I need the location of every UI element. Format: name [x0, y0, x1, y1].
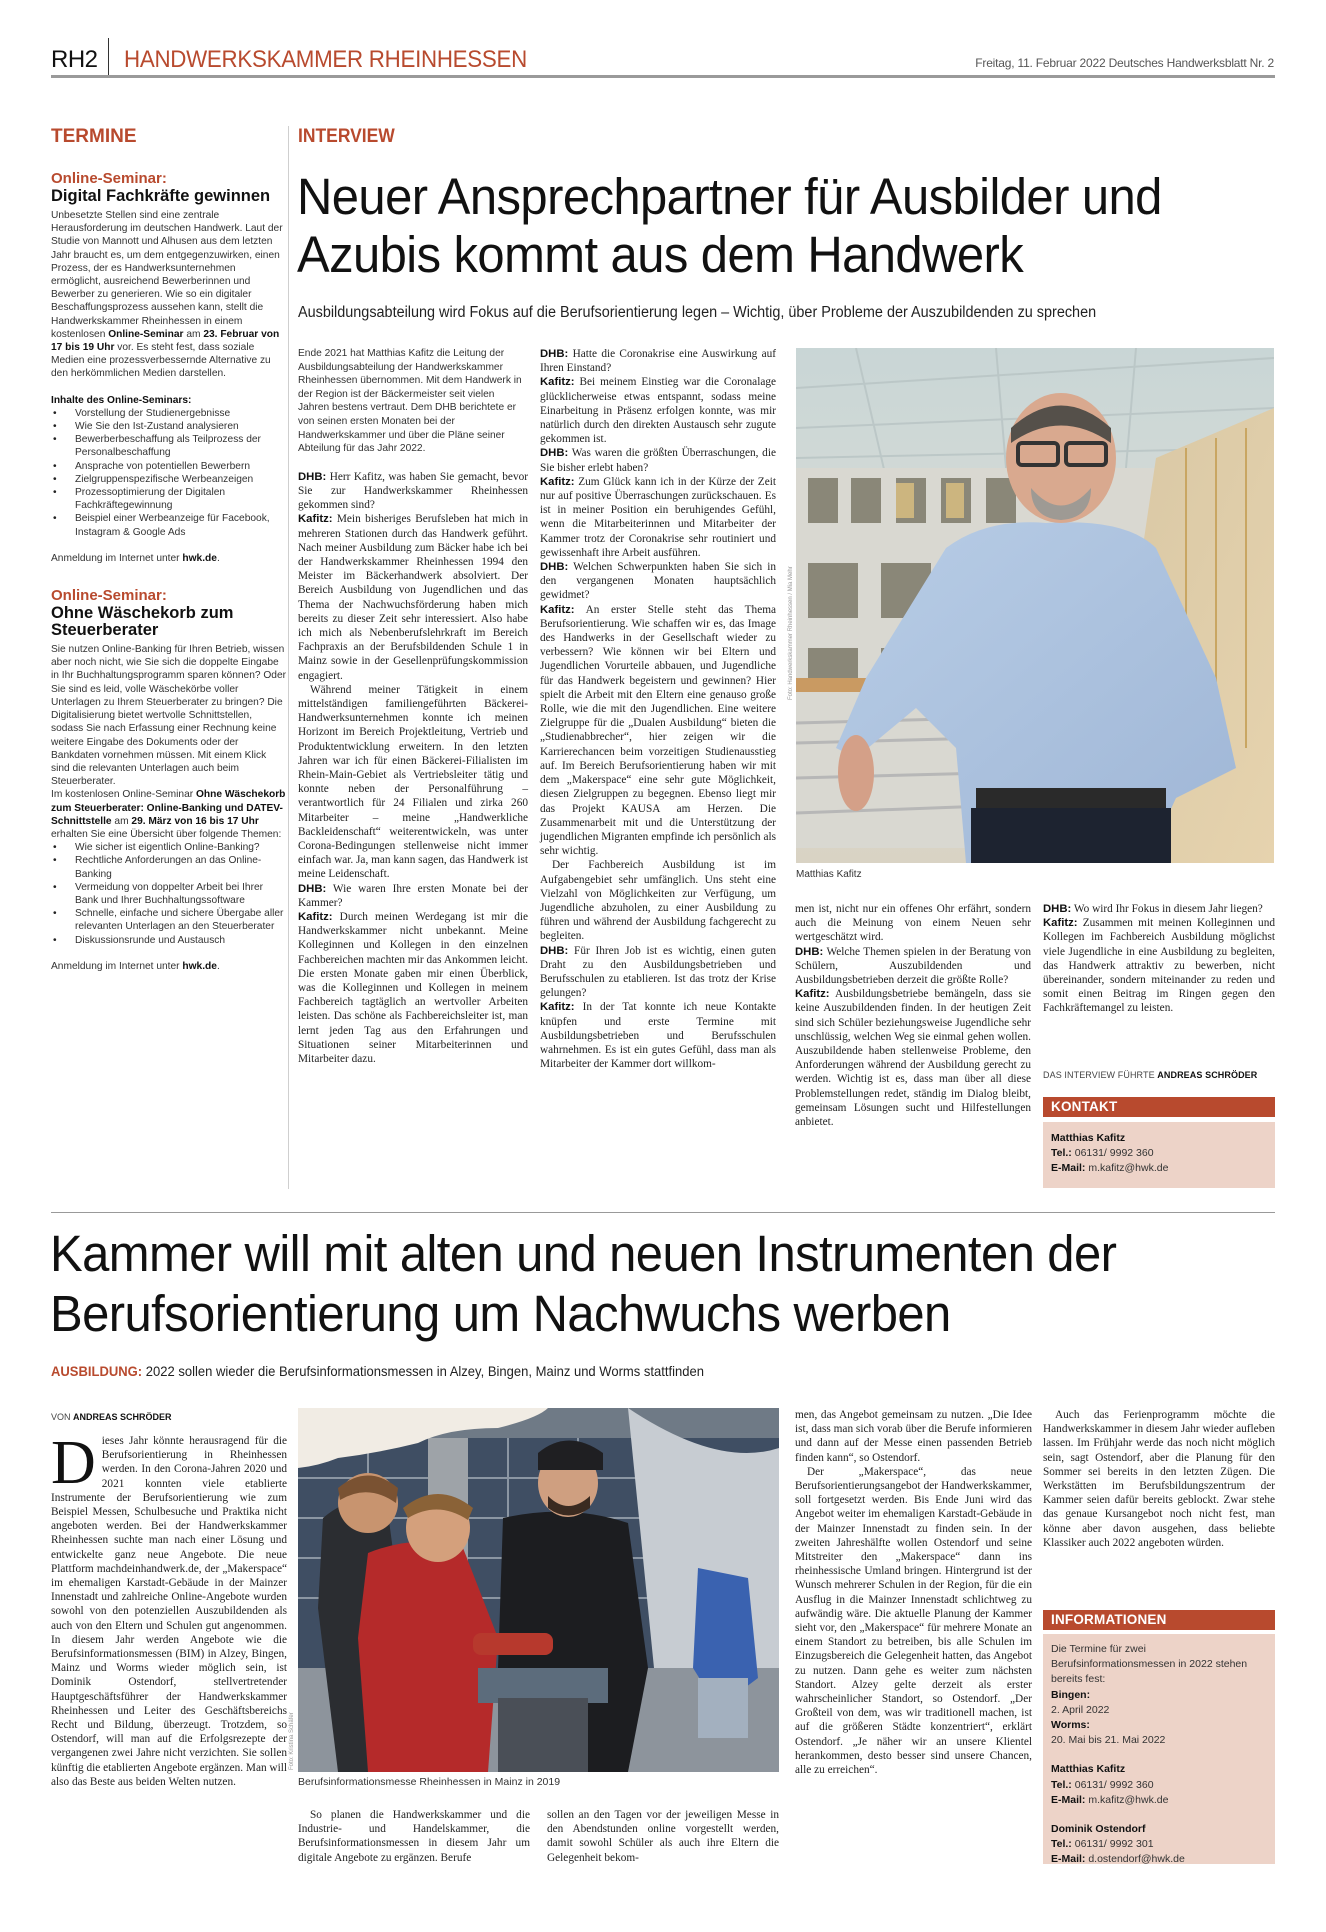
list-item: • Zielgruppenspezifische Werbeanzeigen	[51, 473, 287, 486]
answer	[795, 987, 1031, 1129]
article-paragraph: ieses Jahr könnte herausragend für die Berufsorientierung in Rheinhessen werden. In den Corona-Jahren 2020 und 2021 konnten viele etablierte Instrumente der Berufsorientierung wie zum Beispiel Messen, Schulbesuche und Praktika nicht angeboten werden. Bei der Handwerkskammer Rheinhessen suchte man nach einer Lösung und entwickelte ganz neue Angebote. Die neue Plattform machdeinhandwerk.de, der „Makerspace“ im ehemaligen Karstadt-Gebäude in der Mainzer Innenstadt und zahlreiche Online-Angebote wurden sowohl von den potenziellen Auszubildenden als auch von den Eltern und Schulen gut angenommen. In diesem Jahr werden Angebote wie die Berufsinformationsmessen (BIM) in Alzey, Bingen, Mainz und Worms wieder möglich sein, ist Dominik Ostendorf, stellvertretender Hauptgeschäftsführer der Handwerkskammer Rheinhessen und Leiter des Geschäftsbereichs Recht und Bildung, überzeugt. Trotzdem, so Ostendorf, will man auf die Erfolgsrezepte der vergangenen zwei Jahre nicht verzichten. Sie sollen künftig die etablierten Angebote ergänzen. Man will also das Beste aus beiden Welten nutzen.	[51, 1435, 288, 1788]
phone-number[interactable]: 06131/ 9992 360	[1071, 1147, 1154, 1159]
header-divider	[108, 38, 109, 76]
event-date: 23. Februar von 17 bis 19 Uhr	[51, 328, 280, 354]
event-text: vor. Es steht fest, dass soziale Medien eine prozessverbessernde Alternative zu den herkömmlichen Medien darstellen.	[51, 342, 271, 380]
dhb-label: DHB:	[540, 348, 569, 360]
question	[540, 560, 776, 603]
punct: .	[216, 552, 220, 564]
signup-line	[51, 960, 287, 973]
informationen-box	[1043, 1634, 1275, 1864]
event-text-bold: Ohne Wäschekorb zum Steuerberater: Online-Banking und DATEV-Schnittstelle	[51, 789, 286, 827]
question	[298, 470, 528, 513]
phone-label: Tel.:	[1051, 1778, 1072, 1791]
page-code: RH2	[51, 46, 98, 73]
answer: Der Fachbereich Ausbildung ist im Aufgabengebiet sehr umfänglich. Uns steht eine Vielzahl von Möglichkeiten zur Verfügung, um Jugendliche abzuholen, zu einer Ausbildung zu führen und während der Ausbildung fachgerecht zu begleiten.	[540, 859, 776, 943]
photo-caption: Berufsinformationsmesse Rheinhessen in Mainz in 2019	[298, 1776, 561, 1788]
answer	[298, 512, 528, 682]
byline	[51, 1412, 172, 1422]
signup-text: Anmeldung im Internet unter	[51, 960, 183, 972]
event-city: Worms:	[1051, 1719, 1090, 1732]
interview-kicker: INTERVIEW	[298, 126, 395, 147]
article-subheadline	[51, 1363, 704, 1379]
kafitz-label: Kafitz:	[540, 603, 575, 616]
event-text: erhalten Sie eine Übersicht über folgende Themen:	[51, 828, 282, 840]
email-link[interactable]: d.ostendorf@hwk.de	[1085, 1853, 1185, 1866]
answer: Während meiner Tätigkeit in einem mittelständigen familiengeführten Bäckerei-Handwerksunternehmen konnte ich meinen Horizont im Bereich Projektleitung, Vertrieb und Produktentwicklung erweitern. In den letzten Jahren war ich für einen Bäckerei-Filialisten im Rhein-Main-Gebiet als Vertriebsleiter tätig und konnte neben der Personalführung – verantwortlich für 24 Filialen und zirka 260 Mitarbeiter – meine „Handwerkliche Backleidenschaft“ weiterentwickeln, was unter Corona-Bedingungen stellenweise nicht immer einfach war. Ja, man kann sagen, das Handwerk ist meine Leidenschaft.	[298, 683, 528, 881]
portrait-image	[796, 348, 1274, 863]
question	[540, 446, 776, 474]
answer-text: An erster Stelle steht das Thema Berufsorientierung. Wie schaffen wir es, das Image des Handwerks in der Gesellschaft wieder zu verbessern? Wie können wir bei Eltern und Jugendlichen Vorurteile abbauen, und Jugendliche für das Handwerk begeistern und gewinnen? Hier spielt die Arbeit mit den Eltern eine genauso große Rolle, wie die mit den Jugendlichen. Eine weitere Zielgruppe für die „Dualen Ausbildung“ bieten die „Studienabbrecher“, hier zeigen wir die Karrierechancen beim vorzeitigen Studienausstieg auf. Im Bereich Berufsorientierung haben wir mit dem „Makerspace“ eine sehr gute Möglichkeit, diesen Zielgruppen zu begegnen. Ebenso liegt mir das Projekt KAUSA am Herzen. Die Zusammenarbeit mit und die Unterstützung der jugendlichen Migranten empfinde ich persönlich als sehr wichtig.	[540, 603, 777, 858]
email-label: E-Mail:	[1051, 1853, 1086, 1866]
kafitz-label: Kafitz:	[1043, 917, 1078, 930]
question-text: Welche Themen spielen in der Beratung von Schülern, Auszubildenden und Ausbildungsbetrieben derzeit die größte Rolle?	[795, 945, 1032, 987]
answer-text: Ausbildungsbetriebe bemängeln, dass sie keine Auszubildenden finden. In der heutigen Zeit sind sich Schüler beziehungsweise Jugendliche sehr unschlüssig, welchen Weg sie einmal gehen wollen. Auszubildende haben stellenweise Probleme, den Anforderungen während der Ausbildung gerecht zu werden. Wichtig ist es, dass man über all diese Problemstellungen redet, ständig im Dialog bleibt, gemeinsam Lösungen sucht und Hilfestellungen anbietet.	[795, 988, 1031, 1129]
dhb-label: DHB:	[795, 945, 824, 958]
header-rule	[51, 75, 1275, 78]
kafitz-label: Kafitz:	[795, 988, 830, 1001]
article-paragraph: Auch das Ferienprogramm möchte die Handwerkskammer in diesem Jahr wieder aufleben lassen. Im Frühjahr werde das noch nicht möglich sein, sagt Ostendorf, aber die Planung für den Sommer sei bereits in den letzten Zügen. Die Werkstätten im Berufsbildungszentrum der Kammer seien dafür bereits geblockt. Zwar stehe das genaue Kursangebot noch nicht fest, man könne aber davon ausgehen, dass beliebte Klassiker auch 2022 angeboten würden.	[1043, 1409, 1275, 1549]
answer-text: Zum Glück kann ich in der Kürze der Zeit nur auf positive Überraschungen zurückschauen. Es ist in meiner Position ein beruhigendes Gefühl, wenn die Mitarbeiterinnen und Mitarbeiter der Kammer trotz der Coronakrise sehr routiniert und gewissenhaft ihre Arbeit ausführen.	[540, 475, 776, 559]
signup-link[interactable]: hwk.de	[182, 552, 217, 564]
article-column-2	[298, 1808, 530, 1865]
event-digital-fachkraefte	[51, 170, 287, 565]
interview-lead: Ende 2021 hat Matthias Kafitz die Leitung der Ausbildungsabteilung der Handwerkskammer Rheinhessen übernommen. Mit dem Handwerk in der Region ist der Bäckermeister seit vielen Jahren bestens vertraut. Dem DHB berichtete er von seinen ersten Monaten bei der Handwerkskammer und über die Pläne seiner Abteilung für das Jahr 2022.	[298, 348, 522, 455]
answer	[540, 375, 776, 446]
list-item: • Ansprache von potentiellen Bewerbern	[51, 460, 287, 473]
answer-text: Zusammen mit meinen Kolleginnen und Kollegen im Fachbereich Ausbildung möglichst viele Jugendliche in eine Ausbildung zu begleiten, das Handwerk attraktiv zu bewerben, nicht übereinander, sondern miteinander zu reden und somit einen Beitrag im Ringen gegen den Fachkräftemangel zu leisten.	[1043, 917, 1275, 1015]
question-text: Hatte die Coronakrise eine Auswirkung auf Ihren Einstand?	[540, 348, 777, 375]
interview-subheadline: Ausbildungsabteilung wird Fokus auf die Berufsorientierung legen – Wichtig, über Probleme der Auszubildenden zu sprechen	[298, 304, 1097, 321]
punct: .	[216, 960, 220, 972]
list-item: • Schnelle, einfache und sichere Übergabe aller relevanten Unterlagen an den Steuerberater	[51, 907, 287, 933]
photo-credit: Foto: Handwerkskammer Rheinhessen / Mia Mehr	[788, 566, 794, 700]
list-item: • Vermeidung von doppelter Arbeit bei Ihrer Bank und Ihrer Buchhaltungssoftware	[51, 881, 287, 907]
email-label: E-Mail:	[1051, 1162, 1086, 1174]
informationen-box-header: INFORMATIONEN	[1043, 1610, 1275, 1630]
info-intro: Die Termine für zwei Berufsinformationsmessen in 2022 stehen bereits fest:	[1051, 1643, 1248, 1686]
dhb-label: DHB:	[298, 470, 327, 483]
article-headline: Kammer will mit alten und neuen Instrumenten der Berufsorientierung um Nachwuchs werben	[50, 1225, 1117, 1342]
dhb-label: DHB:	[1043, 903, 1072, 915]
question-text: Welchen Schwerpunkten haben Sie sich in den vergangenen Monaten hauptsächlich gewidmet?	[540, 561, 776, 602]
interview-column-2	[540, 347, 776, 1071]
dhb-label: DHB:	[540, 944, 569, 957]
kafitz-label: Kafitz:	[540, 376, 575, 389]
event-date: 2. April 2022	[1051, 1703, 1110, 1716]
dhb-label: DHB:	[298, 882, 327, 895]
event-description	[51, 209, 287, 565]
question	[1043, 902, 1275, 916]
contact-email	[1051, 1161, 1267, 1176]
question	[298, 882, 528, 910]
kafitz-label: Kafitz:	[298, 513, 333, 526]
event-kicker: Online-Seminar:	[51, 587, 167, 605]
column-divider	[288, 126, 289, 1189]
event-date: 20. Mai bis 21. Mai 2022	[1051, 1734, 1166, 1747]
author-name: ANDREAS SCHRÖDER	[73, 1412, 172, 1422]
event-title: Ohne Wäschekorb zum Steuerberater	[51, 604, 234, 640]
list-item: • Wie sicher ist eigentlich Online-Banking?	[51, 841, 287, 854]
kafitz-label: Kafitz:	[540, 1001, 575, 1014]
interviewer-prefix: DAS INTERVIEW FÜHRTE	[1043, 1070, 1158, 1080]
kontakt-box-header: KONTAKT	[1043, 1097, 1275, 1117]
list-item: • Diskussionsrunde und Austausch	[51, 934, 287, 947]
event-waeschekorb	[51, 587, 287, 973]
answer-text: In der Tat konnte ich neue Kontakte knüpfen und erste Termine mit Ausbildungsbetrieben und Berufsschulen wahrnehmen. Es ist ein gutes Gefühl, dass man als Mitarbeiter der Kammer dort willkom-	[540, 1001, 776, 1071]
subheadline-text: 2022 sollen wieder die Berufsinformationsmessen in Alzey, Bingen, Mainz und Worms stattfinden	[142, 1363, 704, 1379]
event-text: am	[111, 815, 132, 827]
article-paragraph: sollen an den Tagen vor der jeweiligen Messe in den Abendstunden online vorgestellt werden, damit sowohl Schüler als auch ihre Eltern die Gelegenheit bekom-	[547, 1809, 779, 1864]
contact-email	[1051, 1793, 1267, 1808]
email-label: E-Mail:	[1051, 1793, 1086, 1806]
contact-phone	[1051, 1146, 1267, 1161]
article-column-4	[795, 1408, 1032, 1777]
answer	[540, 603, 776, 859]
phone-number[interactable]: 06131/ 9992 301	[1071, 1838, 1154, 1851]
section-title: HANDWERKSKAMMER RHEINHESSEN	[124, 46, 527, 73]
answer-continued: men ist, nicht nur ein offenes Ohr erfährt, sondern auch die Meinung von einem Neuen sehr wertgeschätzt wird.	[795, 903, 1031, 944]
event-image	[298, 1408, 779, 1772]
article-divider	[51, 1212, 1275, 1213]
event-city: Bingen:	[1051, 1688, 1091, 1701]
interviewer-credit	[1043, 1070, 1257, 1080]
photo-credit: Foto: Kristina Schäfer	[289, 1712, 295, 1770]
answer	[540, 1000, 776, 1071]
article-column-1	[51, 1429, 288, 1789]
signup-line	[51, 552, 287, 565]
photo-caption: Matthias Kafitz	[796, 869, 862, 880]
byline-prefix: VON	[51, 1412, 74, 1422]
question	[795, 945, 1031, 988]
event-text: Im kostenlosen Online-Seminar	[51, 789, 196, 801]
event-date: 29. März von 16 bis 17 Uhr	[131, 815, 259, 827]
answer-text: Mein bisheriges Berufsleben hat mich in mehreren Stationen durch das Handwerk geführt. Nach meiner Ausbildung zum Bäcker habe ich bei der Handwerkskammer Rheinhessen 1994 den Meister im Bäckerhandwerk absolviert. Der Bereich Ausbildung von Jugendlichen und das Thema der Nachwuchsförderung haben mich bereits zu dieser Zeit sehr interessiert. Also habe ich mich als Nebenberufslehrkraft im Bereich Fachpraxis an der Berufsbildenden Schule 1 in Mainz sowie in der Gesellenprüfungskommission engagiert.	[298, 513, 529, 682]
article-column-5	[1043, 1408, 1275, 1550]
event-text: am	[183, 328, 204, 340]
article-paragraph: So planen die Handwerkskammer und die Industrie- und Handelskammer, die Berufsinformationsmessen in diesem Jahr um digitale Angebote zu ergänzen. Berufe	[298, 1809, 530, 1864]
email-link[interactable]: m.kafitz@hwk.de	[1085, 1793, 1169, 1806]
list-heading: Inhalte des Online-Seminars:	[51, 394, 192, 406]
question	[540, 347, 776, 375]
seminar-topics-list	[51, 407, 287, 539]
contact-phone	[1051, 1837, 1267, 1852]
article-paragraph: men, das Angebot gemeinsam zu nutzen. „Die Idee ist, dass man sich vorab über die Berufe informieren und dann auf der Messe einen passenden Betrieb finden kann“, so Ostendorf.	[795, 1409, 1032, 1464]
contact-name: Matthias Kafitz	[1051, 1132, 1126, 1144]
article-column-3	[547, 1808, 779, 1865]
phone-label: Tel.:	[1051, 1838, 1072, 1851]
contact-phone	[1051, 1778, 1267, 1793]
signup-text: Anmeldung im Internet unter	[51, 552, 183, 564]
issue-meta: Freitag, 11. Februar 2022 Deutsches Handwerksblatt Nr. 2	[975, 56, 1274, 70]
list-item: • Vorstellung der Studienergebnisse	[51, 407, 287, 420]
signup-link[interactable]: hwk.de	[182, 960, 217, 972]
answer-text: Durch meinen Werdegang ist mir die Handwerkskammer nicht unbekannt. Meine Kolleginnen und Kollegen in den einzelnen Fachbereichen machten mir das Ankommen leicht. Die ersten Monate gaben mir einen Überblick, was die Kolleginnen und Kollegen in meinem Fachbereich tagtäglich an wertvoller Arbeiten leisten. Das schöne als Fachbereichsleiter ist, man lernt jeden Tag aus den Erfahrungen und Situationen seiner Mitarbeiterinnen und Mitarbeiter dazu.	[298, 911, 529, 1066]
event-title: Digital Fachkräfte gewinnen	[51, 187, 271, 205]
contact-email	[1051, 1852, 1267, 1867]
interview-column-1	[298, 347, 528, 1066]
question-text: Was waren die größten Überraschungen, die Sie bisher erlebt haben?	[540, 447, 776, 474]
event-description	[51, 643, 287, 973]
interviewer-name: ANDREAS SCHRÖDER	[1157, 1070, 1258, 1080]
contact-name: Dominik Ostendorf	[1051, 1823, 1146, 1836]
kontakt-box	[1043, 1122, 1275, 1188]
list-item: • Rechtliche Anforderungen an das Online-Banking	[51, 854, 287, 880]
list-item: • Wie Sie den Ist-Zustand analysieren	[51, 420, 287, 433]
portrait-photo-matthias-kafitz	[796, 348, 1274, 863]
dhb-label: DHB:	[540, 447, 569, 460]
interview-column-4	[1043, 902, 1275, 1016]
kafitz-label: Kafitz:	[540, 475, 575, 488]
event-text: Unbesetzte Stellen sind eine zentrale Herausforderung im deutschen Handwerk. Laut der Studie von Mannott und Alhusen aus dem letzten Jahr braucht es, um dem entgegenzuwirken, einen Prozess, der es Handwerksunternehmen ermöglicht, ausreichend Bewerberinnen und Bewerber zu generieren. Wie so ein digitaler Beschaffungsprozess aussehen kann, stellt die Handwerkskammer Rheinhessen in einem kostenlosen	[51, 210, 283, 340]
event-text	[51, 788, 287, 841]
answer-text: Bei meinem Einstieg war die Coronalage glücklicherweise etwas entspannt, sodass meine Einarbeitung in Präsenz erfolgen konnte, was mir natürlich durch den direkten Austausch sehr zugute gekommen ist.	[540, 376, 777, 446]
answer	[298, 910, 528, 1066]
question-text: Wie waren Ihre ersten Monate bei der Kammer?	[298, 882, 528, 909]
list-item: • Prozessoptimierung der Digitalen Fachkräftegewinnung	[51, 486, 287, 512]
article-paragraph: Der „Makerspace“, das neue Berufsorientierungsangebot der Handwerkskammer, soll fortgesetzt werden. Bis Ende Juni wird das Angebot weiter im ehemaligen Karstadt-Gebäude in der Mainzer Innenstadt zu finden sein. In der zweiten Jahreshälfte wollen Ostendorf und seine Mitstreiter den „Makerspace“ dann ins rheinhessische Umland bringen. Hintergrund ist der Wunsch mehrerer Schulen in der Region, für die ein Ausflug in die Mainzer Innenstadt schlichtweg zu aufwändig wäre. Die aktuelle Planung der Kammer sieht vor, den „Makerspace“ für mehrere Monate an einem Standort zu betreiben, bis alle Schulen im Einzugsbereich die Gelegenheit hatten, das Angebot zu nutzen. Dann gehe es weiter zum nächsten Standort. Alzey gelte derzeit als erster wahrscheinlicher Standort, so Ostendorf. „Der Großteil von dem, was wir traditionell machen, ist auf die größeren Städte konzentriert“, erklärt Ostendorf. „Je näher wir an unsere Klientel herankommen, desto besser sind unsere Chancen, alle zu erreichen“.	[795, 1465, 1032, 1777]
event-photo-berufsinformationsmesse	[298, 1408, 779, 1772]
interview-headline: Neuer Ansprechpartner für Ausbilder und Azubis kommt aus dem Handwerk	[297, 168, 1162, 283]
list-item: • Beispiel einer Werbeanzeige für Facebook, Instagram & Google Ads	[51, 512, 287, 538]
article-kicker: AUSBILDUNG:	[51, 1363, 143, 1379]
contact-name: Matthias Kafitz	[1051, 1763, 1126, 1776]
answer	[540, 475, 776, 560]
kafitz-label: Kafitz:	[298, 911, 333, 924]
seminar-topics-list	[51, 841, 287, 947]
termine-column	[51, 126, 287, 973]
interview-column-3	[795, 902, 1031, 1129]
phone-label: Tel.:	[1051, 1147, 1072, 1159]
event-text-bold: Online-Seminar	[108, 328, 184, 340]
list-item: • Bewerberbeschaffung als Teilprozess der Personalbeschaffung	[51, 433, 287, 459]
dhb-label: DHB:	[540, 561, 569, 574]
termine-label: TERMINE	[51, 126, 137, 147]
question-text: Herr Kafitz, was haben Sie gemacht, bevor Sie zur Handwerkskammer Rheinhessen gekommen sind?	[298, 470, 529, 512]
email-link[interactable]: m.kafitz@hwk.de	[1085, 1162, 1169, 1174]
event-kicker: Online-Seminar:	[51, 170, 167, 187]
event-text: Sie nutzen Online-Banking für Ihren Betrieb, wissen aber noch nicht, wie Sie sich die doppelte Eingabe in Ihr Buchhaltungsprogramm sparen können? Oder Sie sind es leid, volle Wäschekörbe voller Unterlagen zu Ihrem Steuerberater zu bringen? Die Digitalisierung bietet wertvolle Schnittstellen, sodass Sie nach Erfassung einer Rechnung keine weitere Eingabe des Dokuments oder der Bankdaten vornehmen müssen. Mit einem Klick sind die relevanten Unterlagen auch beim Steuerberater.	[51, 644, 287, 788]
question-text: Wo wird Ihr Fokus in diesem Jahr liegen?	[1073, 903, 1263, 915]
question-text: Für Ihren Job ist es wichtig, einen guten Draht zu den Ausbildungsbetrieben und Berufsschulen zu etablieren. Ist das trotz der Krise gelungen?	[540, 944, 776, 1000]
phone-number[interactable]: 06131/ 9992 360	[1071, 1778, 1154, 1791]
answer	[1043, 916, 1275, 1015]
drop-cap: D	[51, 1429, 96, 1497]
question	[540, 944, 776, 1001]
